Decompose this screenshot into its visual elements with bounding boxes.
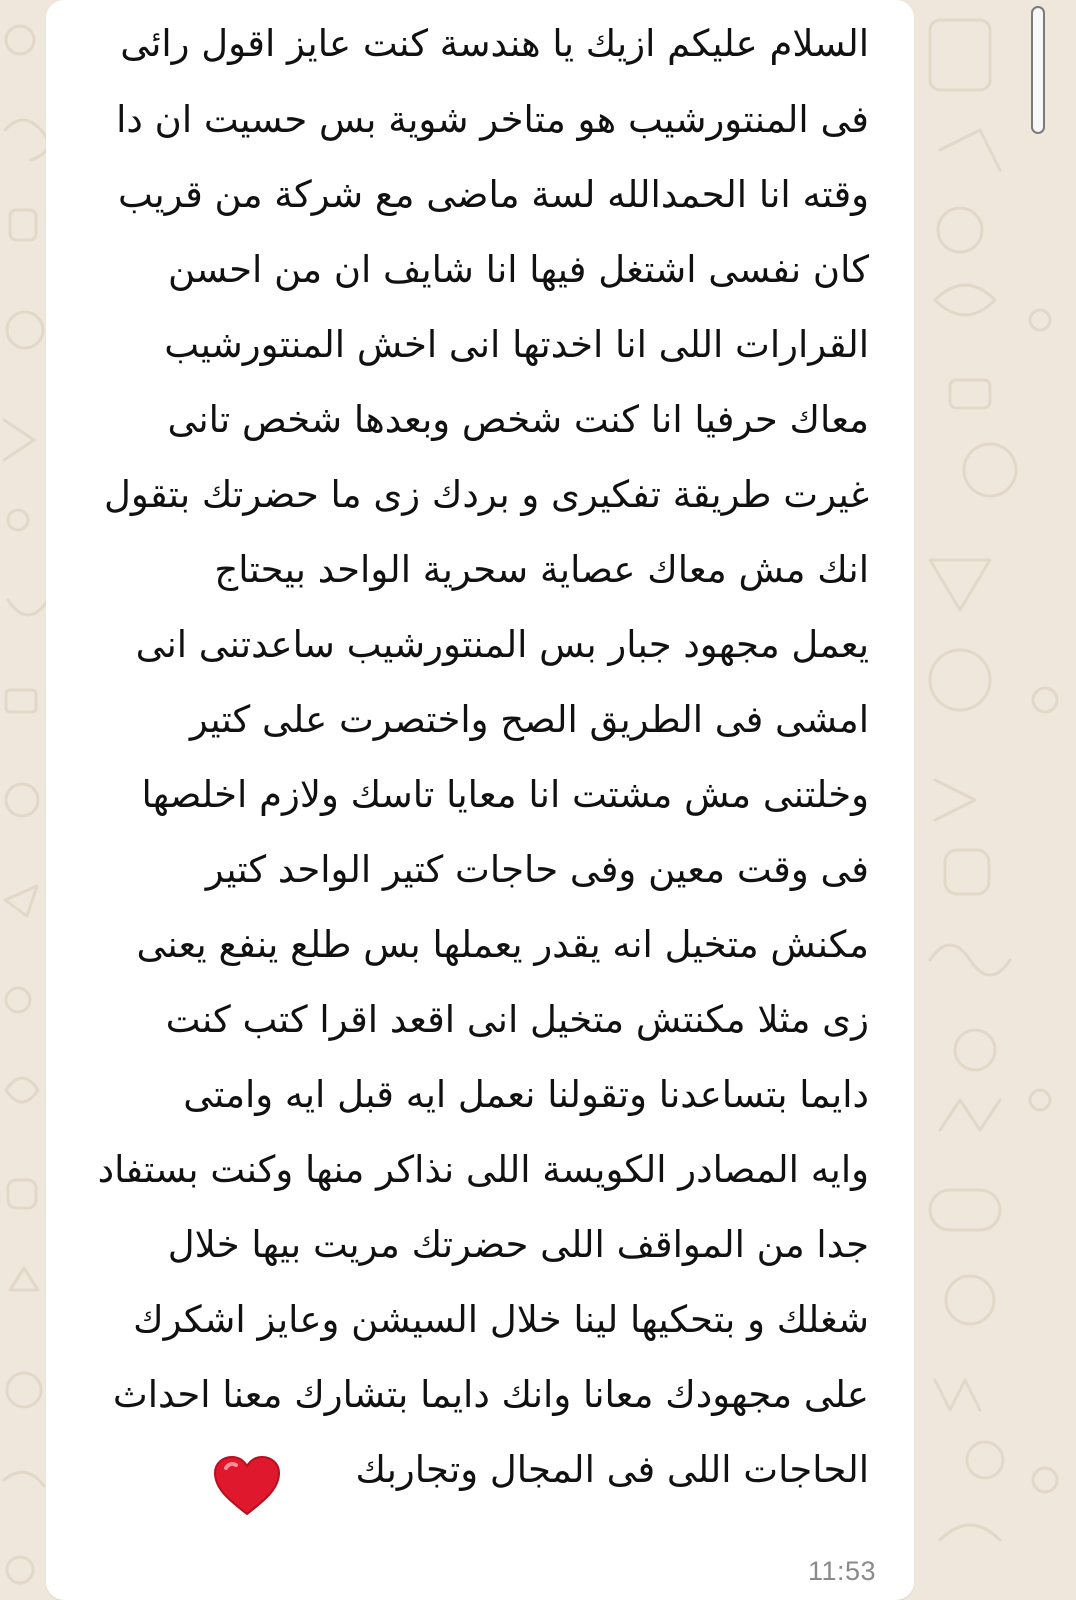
message-line: شغلك و بتحكيها لينا خلال السيشن وعايز اشكرك xyxy=(133,1298,869,1341)
message-line: دايما بتساعدنا وتقولنا نعمل ايه قبل ايه وامتى xyxy=(183,1073,869,1116)
message-line: السلام عليكم ازيك يا هندسة كنت عايز اقول رائى xyxy=(120,22,869,65)
message-line: كان نفسى اشتغل فيها انا شايف ان من احسن xyxy=(168,248,869,291)
message-line: يعمل مجهود جبار بس المنتورشيب ساعدتنى انى xyxy=(135,623,869,666)
message-line: غيرت طريقة تفكيرى و بردك زى ما حضرتك بتقول xyxy=(103,473,869,516)
message-line: امشى فى الطريق الصح واختصرت على كتير xyxy=(189,698,869,741)
message-line: فى المنتورشيب هو متاخر شوية بس حسيت ان دا xyxy=(116,98,869,141)
message-timestamp: 11:53 xyxy=(807,1556,876,1586)
message-line: زى مثلا مكنتش متخيل انى اقعد اقرا كتب كنت xyxy=(165,998,869,1041)
message-line: جدا من المواقف اللى حضرتك مريت بيها خلال xyxy=(167,1223,869,1266)
scrollbar-thumb[interactable] xyxy=(1031,6,1045,134)
message-line: انك مش معاك عصاية سحرية الواحد بيحتاج xyxy=(214,548,869,591)
message-line: وايه المصادر الكويسة اللى نذاكر منها وكنت بستفاد xyxy=(97,1148,869,1191)
message-line: القرارات اللى انا اخدتها انى اخش المنتورشيب xyxy=(164,323,869,366)
message-line: معاك حرفيا انا كنت شخص وبعدها شخص تانى xyxy=(167,398,869,441)
message-line: مكنش متخيل انه يقدر يعملها بس طلع ينفع يعنى xyxy=(136,923,869,966)
message-line: وخلتنى مش مشتت انا معايا تاسك ولازم اخلصها xyxy=(141,773,869,816)
heart-icon xyxy=(212,1454,282,1518)
message-line: فى وقت معين وفى حاجات كتير الواحد كتير xyxy=(205,848,869,891)
message-line: الحاجات اللى فى المجال وتجاربك xyxy=(355,1448,869,1491)
message-line: وقته انا الحمدالله لسة ماضى مع شركة من قريب xyxy=(118,173,869,216)
message-line: على مجهودك معانا وانك دايما بتشارك معنا احداث xyxy=(112,1373,869,1416)
